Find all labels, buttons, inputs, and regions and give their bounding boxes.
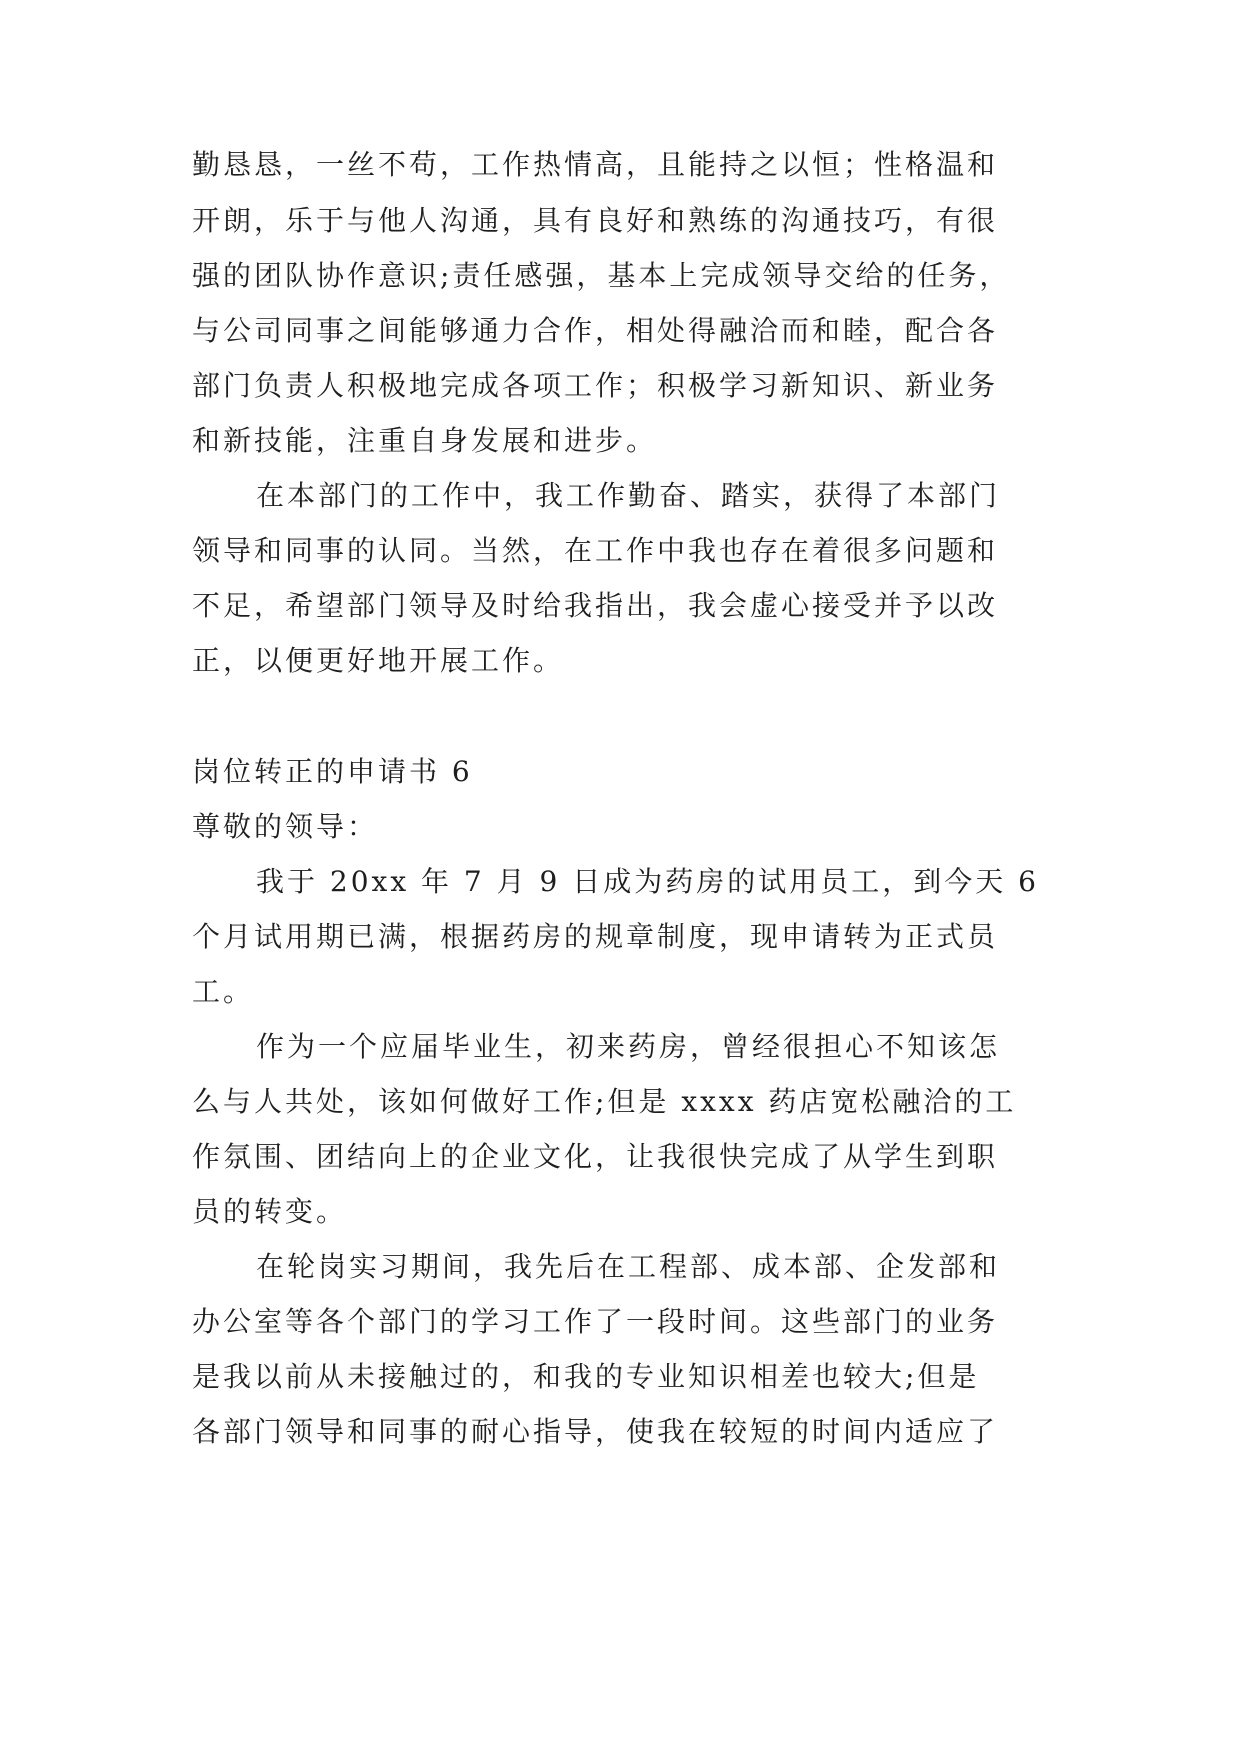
paragraph-line: 勤恳恳，一丝不苟，工作热情高，且能持之以恒；性格温和 [192,148,999,181]
paragraph-line: 个月试用期已满，根据药房的规章制度，现申请转为正式员 [192,920,999,953]
salutation: 尊敬的领导： [192,810,379,843]
paragraph-line: 开朗，乐于与他人沟通，具有良好和熟练的沟通技巧，有很 [192,204,999,237]
paragraph-line: 各部门领导和同事的耐心指导，使我在较短的时间内适应了 [192,1415,999,1448]
paragraph-line: 不足，希望部门领导及时给我指出，我会虚心接受并予以改 [192,589,999,622]
paragraph-line: 么与人共处，该如何做好工作;但是 xxxx 药店宽松融洽的工 [192,1085,1017,1118]
paragraph-line: 我于 20xx 年 7 月 9 日成为药房的试用员工，到今天 6 [256,865,1039,898]
section-title: 岗位转正的申请书 6 [192,755,473,788]
paragraph-line: 工。 [192,975,255,1008]
paragraph-line: 作氛围、团结向上的企业文化，让我很快完成了从学生到职 [192,1140,999,1173]
paragraph-line: 领导和同事的认同。当然，在工作中我也存在着很多问题和 [192,534,999,567]
paragraph-line: 办公室等各个部门的学习工作了一段时间。这些部门的业务 [192,1305,999,1338]
paragraph-line: 员的转变。 [192,1195,348,1228]
paragraph-line: 与公司同事之间能够通力合作，相处得融洽而和睦，配合各 [192,314,999,347]
paragraph-line: 正，以便更好地开展工作。 [192,644,565,677]
paragraph-line: 部门负责人积极地完成各项工作；积极学习新知识、新业务 [192,369,999,402]
paragraph-line: 在本部门的工作中，我工作勤奋、踏实，获得了本部门 [256,479,1001,512]
paragraph-line: 是我以前从未接触过的，和我的专业知识相差也较大;但是 [192,1360,980,1393]
paragraph-line: 强的团队协作意识;责任感强，基本上完成领导交给的任务， [192,259,1011,292]
paragraph-line: 在轮岗实习期间，我先后在工程部、成本部、企发部和 [256,1250,1001,1283]
paragraph-line: 和新技能，注重自身发展和进步。 [192,424,658,457]
paragraph-line: 作为一个应届毕业生，初来药房，曾经很担心不知该怎 [256,1030,1001,1063]
